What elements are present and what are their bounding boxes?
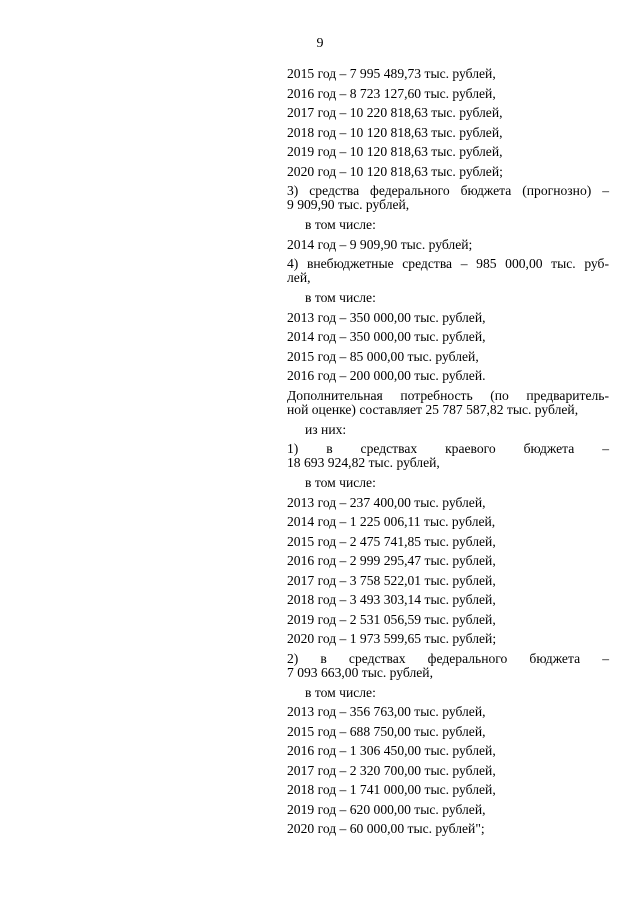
paragraph-line: лей,: [287, 270, 311, 285]
text-line: 2016 год – 1 306 450,00 тыс. рублей,: [287, 743, 496, 758]
text-line: 2014 год – 9 909,90 тыс. рублей;: [287, 236, 473, 252]
paragraph-line: Дополнительная потребность (по предваритель-: [287, 387, 609, 403]
text-line: 2013 год – 356 763,00 тыс. рублей,: [287, 704, 486, 719]
text-line: 2017 год – 3 758 522,01 тыс. рублей,: [287, 572, 496, 588]
text-line: 2019 год – 2 531 056,59 тыс. рублей,: [287, 611, 496, 627]
text-line: 2020 год – 1 973 599,65 тыс. рублей;: [287, 631, 497, 646]
text-line: 2018 год – 3 493 303,14 тыс. рублей,: [287, 592, 496, 607]
text-line: 2017 год – 10 220 818,63 тыс. рублей,: [287, 105, 503, 120]
text-line: 2020 год – 10 120 818,63 тыс. рублей;: [287, 163, 503, 179]
text-line: 2018 год – 1 741 000,00 тыс. рублей,: [287, 782, 496, 797]
text-line: 2014 год – 350 000,00 тыс. рублей,: [287, 329, 486, 344]
text-line: 2019 год – 620 000,00 тыс. рублей,: [287, 801, 486, 817]
subheading-line: из них:: [305, 421, 347, 437]
text-line: 2016 год – 8 723 127,60 тыс. рублей,: [287, 85, 496, 101]
text-line: 2014 год – 1 225 006,11 тыс. рублей,: [287, 514, 496, 529]
text-line: 2018 год – 10 120 818,63 тыс. рублей,: [287, 124, 503, 140]
paragraph-line: 18 693 924,82 тыс. рублей,: [287, 455, 440, 470]
subheading-line: в том числе:: [305, 684, 376, 700]
paragraph-block: [287, 652, 609, 680]
paragraph-line: 3) средства федерального бюджета (прогнозно) –: [287, 183, 609, 198]
text-line: 2013 год – 237 400,00 тыс. рублей,: [287, 494, 486, 510]
subheading-line: в том числе:: [305, 290, 376, 305]
text-line: 2015 год – 2 475 741,85 тыс. рублей,: [287, 533, 496, 549]
text-line: 2017 год – 2 320 700,00 тыс. рублей,: [287, 762, 496, 778]
paragraph-line: 2) в средствах федерального бюджета –: [287, 650, 609, 666]
text-line: 2013 год – 350 000,00 тыс. рублей,: [287, 309, 486, 325]
paragraph-line: 1) в средствах краевого бюджета –: [287, 441, 609, 456]
page-number: 9: [316, 36, 324, 51]
text-line: 2015 год – 85 000,00 тыс. рублей,: [287, 348, 479, 364]
paragraph-block: [287, 389, 609, 417]
text-line: 2020 год – 60 000,00 тыс. рублей";: [287, 821, 485, 836]
text-line: 2016 год – 200 000,00 тыс. рублей.: [287, 368, 486, 383]
paragraph-line: 9 909,90 тыс. рублей,: [287, 197, 410, 212]
paragraph-line: 7 093 663,00 тыс. рублей,: [287, 664, 433, 680]
text-line: 2015 год – 7 995 489,73 тыс. рублей,: [287, 66, 496, 81]
paragraph-block: [287, 442, 609, 470]
text-line: 2016 год – 2 999 295,47 тыс. рублей,: [287, 553, 496, 568]
paragraph-block: [287, 257, 609, 285]
paragraph-block: [287, 184, 609, 212]
subheading-line: в том числе:: [305, 475, 376, 490]
paragraph-line: 4) внебюджетные средства – 985 000,00 тыс. руб-: [287, 256, 609, 271]
document-body: [287, 64, 609, 839]
paragraph-line: ной оценке) составляет 25 787 587,82 тыс. рублей,: [287, 401, 579, 417]
text-line: 2015 год – 688 750,00 тыс. рублей,: [287, 723, 486, 739]
subheading-line: в том числе:: [305, 217, 376, 232]
text-line: 2019 год – 10 120 818,63 тыс. рублей,: [287, 144, 503, 159]
